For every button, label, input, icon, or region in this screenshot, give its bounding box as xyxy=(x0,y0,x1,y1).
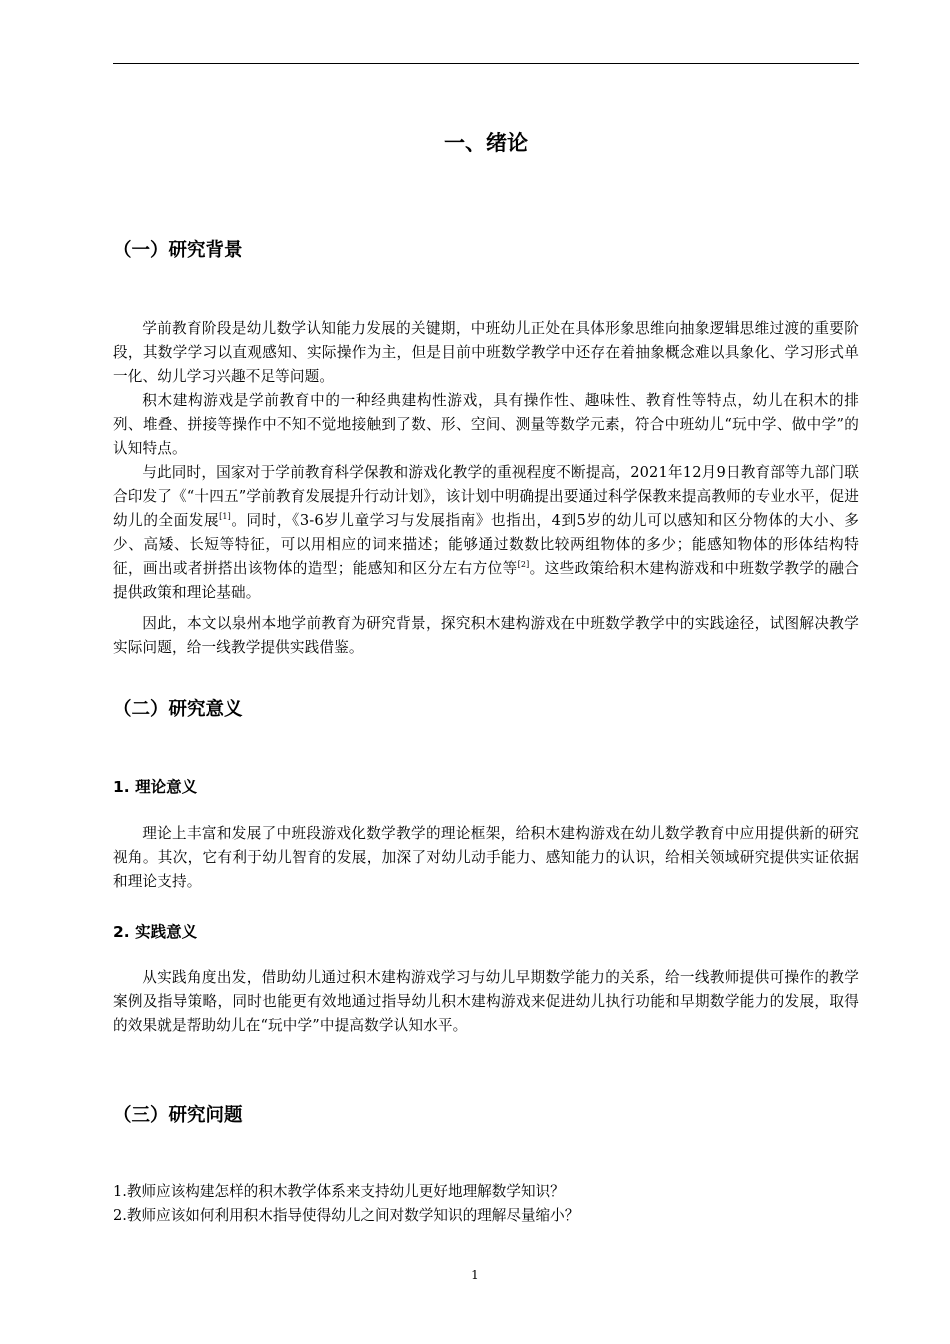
citation-ref-2: [2] xyxy=(517,559,530,569)
paragraph-practice: 从实践角度出发，借助幼儿通过积木建构游戏学习与幼儿早期数学能力的关系，给一线教师提供可操作的教学案例及指导策略，同时也能更有效地通过指导幼儿积木建构游戏来促进幼儿执行功能和早期数学能力的发展，取得的效果就是帮助幼儿在“玩中学”中提高数学认知水平。 xyxy=(113,969,859,1034)
header-rule xyxy=(113,63,859,64)
citation-ref-1: [1] xyxy=(219,511,231,521)
paragraph-background-3-part-b: 。同时，《3-6岁儿童学习与发展指南》也指出，4到5岁的幼儿可以感知和区分物体的大小、多少、高矮、长短等特征，可以用相应的词来描述；能够通过数数比较两组物体的多少；能感知物体的形体结构特征，画出或者拼搭出该物体的造型；能感知和区分左右方位等 xyxy=(113,511,859,577)
paragraph-background-2: 积木建构游戏是学前教育中的一种经典建构性游戏，具有操作性、趣味性、教育性等特点，幼儿在积木的排列、堆叠、拼接等操作中不知不觉地接触到了数、形、空间、测量等数学元素，符合中班幼儿“玩中学、做中学”的认知特点。 xyxy=(113,392,859,457)
paragraph-theory: 理论上丰富和发展了中班段游戏化数学教学的理论框架，给积木建构游戏在幼儿数学教育中应用提供新的研究视角。其次，它有利于幼儿智育的发展，加深了对幼儿动手能力、感知能力的认识，给相关领域研究提供实证依据和理论支持。 xyxy=(113,825,859,890)
page-number: 1 xyxy=(471,1268,479,1282)
research-question-2: 2.教师应该如何利用积木指导使得幼儿之间对数学知识的理解尽量缩小？ xyxy=(113,1207,580,1224)
subheading-theory: 1. 理论意义 xyxy=(113,778,198,796)
paragraph-background-3 xyxy=(113,461,859,604)
chapter-title: 一、绪论 xyxy=(444,131,528,155)
research-question-1: 1.教师应该构建怎样的积木教学体系来支持幼儿更好地理解数学知识？ xyxy=(113,1183,565,1200)
section-heading-questions: （三）研究问题 xyxy=(113,1105,243,1126)
paragraph-background-1: 学前教育阶段是幼儿数学认知能力发展的关键期，中班幼儿正处在具体形象思维向抽象逻辑思维过渡的重要阶段，其数学学习以直观感知、实际操作为主，但是目前中班数学教学中还存在着抽象概念难以具象化、学习形式单一化、幼儿学习兴趣不足等问题。 xyxy=(113,320,859,385)
subheading-practice: 2. 实践意义 xyxy=(113,923,198,941)
paragraph-background-3-part-a: 与此同时，国家对于学前教育科学保教和游戏化教学的重视程度不断提高，2021年12月9日教育部等九部门联合印发了《“十四五”学前教育发展提升行动计划》，该计划中明确提出要通过科学保教来提高教师的专业水平，促进幼儿的全面发展 xyxy=(113,464,859,529)
paragraph-background-3-part-c: 。这些政策给积木建构游戏和中班数学教学的融合提供政策和理论基础。 xyxy=(113,559,859,601)
section-heading-background: （一）研究背景 xyxy=(113,240,243,261)
paragraph-background-4: 因此，本文以泉州本地学前教育为研究背景，探究积木建构游戏在中班数学教学中的实践途径，试图解决教学实际问题，给一线教学提供实践借鉴。 xyxy=(113,615,859,656)
section-heading-significance: （二）研究意义 xyxy=(113,699,243,720)
